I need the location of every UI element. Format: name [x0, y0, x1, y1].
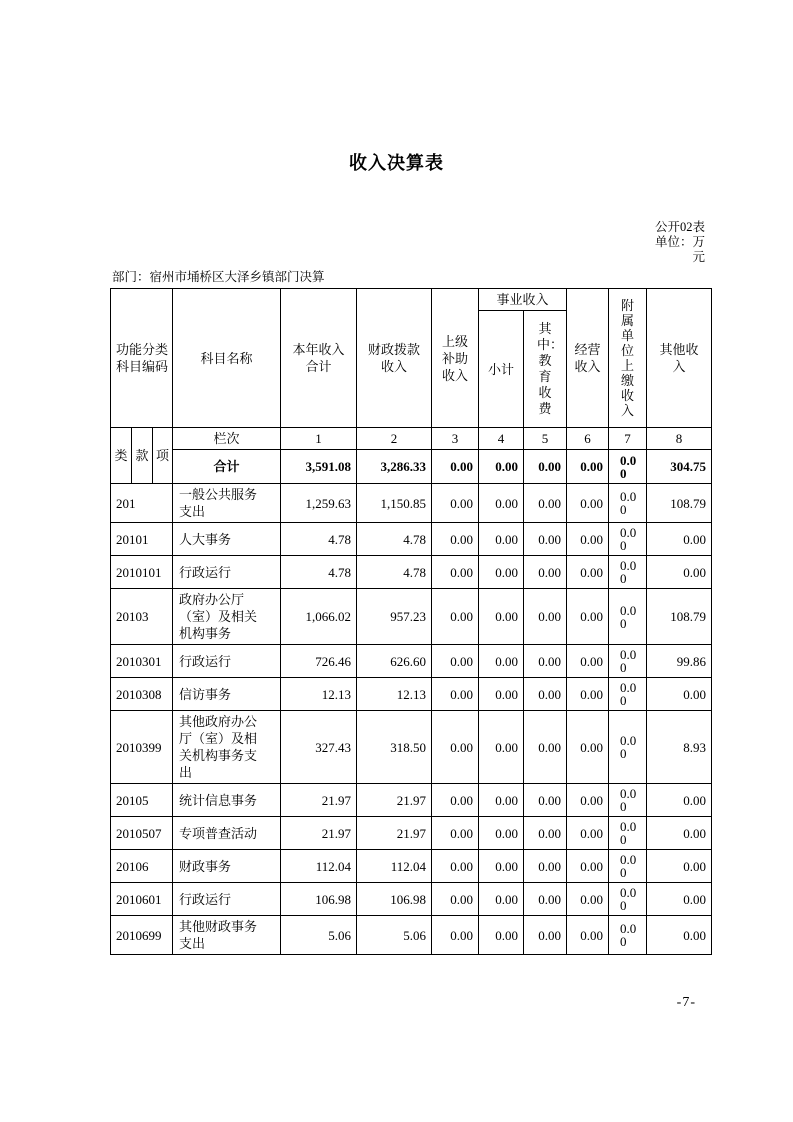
column-index-row	[111, 428, 712, 450]
table-row	[111, 484, 712, 523]
row-value: 108.79	[647, 484, 712, 523]
row-value: 0.00	[524, 678, 567, 711]
header-section: 款	[132, 428, 153, 484]
row-name: 统计信息事务	[173, 784, 281, 817]
table-row	[111, 556, 712, 589]
row-value: 0.00	[567, 523, 609, 556]
table-row	[111, 916, 712, 955]
row-code: 20105	[111, 784, 173, 817]
header-other-income-label: 其他收入	[659, 342, 699, 374]
doc-code: 公开02表	[654, 220, 705, 234]
header-annual-total-label: 本年收入合计	[292, 342, 345, 374]
row-code: 20101	[111, 523, 173, 556]
row-value: 0.00	[647, 817, 712, 850]
total-value-wrapped: 0.00	[620, 452, 637, 481]
header-operating-income-label: 经营收入	[574, 342, 601, 374]
row-value: 0.00	[524, 484, 567, 523]
total-value: 0.00	[567, 450, 609, 484]
row-value-affiliated	[609, 916, 647, 955]
row-code: 2010301	[111, 645, 173, 678]
row-value: 0.00	[567, 645, 609, 678]
row-value: 0.00	[620, 680, 637, 708]
header-annual-total	[281, 289, 357, 428]
row-value: 0.00	[620, 602, 637, 631]
row-value: 0.00	[524, 883, 567, 916]
row-name: 行政运行	[173, 645, 281, 678]
page-number: -7-	[676, 995, 696, 1010]
header-subtotal: 小计	[479, 311, 524, 428]
row-value: 0.00	[524, 916, 567, 955]
row-value: 4.78	[281, 523, 357, 556]
row-value: 0.00	[620, 885, 637, 913]
row-value: 0.00	[479, 883, 524, 916]
row-value: 0.00	[524, 817, 567, 850]
row-name: 信访事务	[173, 678, 281, 711]
header-subject-name: 科目名称	[173, 289, 281, 428]
row-value: 0.00	[479, 523, 524, 556]
row-value: 99.86	[647, 645, 712, 678]
header-affiliated-remittance	[609, 289, 647, 428]
total-row	[111, 450, 712, 484]
row-value: 0.00	[647, 784, 712, 817]
row-value: 0.00	[432, 484, 479, 523]
row-name: 政府办公厅（室）及相关机构事务	[173, 589, 281, 645]
row-value: 0.00	[432, 589, 479, 645]
row-value: 112.04	[357, 850, 432, 883]
row-value: 626.60	[357, 645, 432, 678]
row-name: 行政运行	[173, 883, 281, 916]
row-value: 4.78	[281, 556, 357, 589]
row-value: 0.00	[647, 678, 712, 711]
header-superior-subsidy	[432, 289, 479, 428]
row-value: 0.00	[432, 850, 479, 883]
column-number-4: 4	[479, 428, 524, 450]
row-value: 957.23	[357, 589, 432, 645]
row-value: 0.00	[432, 523, 479, 556]
column-number-5: 5	[524, 428, 567, 450]
row-value: 0.00	[647, 523, 712, 556]
income-table	[110, 288, 712, 955]
header-education-fee	[524, 311, 567, 428]
row-name: 专项普查活动	[173, 817, 281, 850]
row-value: 0.00	[432, 645, 479, 678]
department-line: 部门：宿州市埇桥区大泽乡镇部门决算	[112, 270, 325, 284]
header-education-fee-label: 其中：教育收费	[537, 321, 564, 416]
row-value-affiliated	[609, 850, 647, 883]
row-value: 0.00	[432, 711, 479, 784]
row-value: 0.00	[432, 556, 479, 589]
header-class: 类	[111, 428, 132, 484]
row-value: 0.00	[647, 556, 712, 589]
row-name: 行政运行	[173, 556, 281, 589]
header-superior-subsidy-label: 上级补助收入	[441, 333, 468, 383]
row-value-affiliated	[609, 556, 647, 589]
row-value: 0.00	[479, 850, 524, 883]
row-code: 2010601	[111, 883, 173, 916]
row-value: 106.98	[281, 883, 357, 916]
header-fiscal-allocation	[357, 289, 432, 428]
unit-label: 单位：万元	[654, 235, 705, 264]
row-value: 5.06	[357, 916, 432, 955]
row-value: 1,066.02	[281, 589, 357, 645]
row-value: 1,150.85	[357, 484, 432, 523]
row-code: 201	[111, 484, 173, 523]
row-code: 20103	[111, 589, 173, 645]
row-value: 327.43	[281, 711, 357, 784]
row-value: 0.00	[567, 556, 609, 589]
row-value: 0.00	[432, 883, 479, 916]
row-value: 21.97	[357, 817, 432, 850]
row-value: 0.00	[567, 850, 609, 883]
total-value: 0.00	[432, 450, 479, 484]
row-value: 21.97	[281, 817, 357, 850]
header-other-income	[647, 289, 712, 428]
row-value: 21.97	[281, 784, 357, 817]
row-name: 其他财政事务支出	[173, 916, 281, 955]
row-value: 0.00	[620, 489, 637, 517]
row-value: 0.00	[524, 850, 567, 883]
header-func-code-label: 功能分类科目编码	[115, 342, 168, 374]
total-value: 0.00	[479, 450, 524, 484]
column-number-8: 8	[647, 428, 712, 450]
row-value: 0.00	[479, 711, 524, 784]
row-value-affiliated	[609, 817, 647, 850]
row-value: 0.00	[479, 645, 524, 678]
row-name: 其他政府办公厅（室）及相关机构事务支出	[173, 711, 281, 784]
total-label: 合计	[173, 450, 281, 484]
column-number-2: 2	[357, 428, 432, 450]
column-number-6: 6	[567, 428, 609, 450]
total-value	[609, 450, 647, 484]
row-value: 0.00	[647, 850, 712, 883]
row-value: 4.78	[357, 523, 432, 556]
row-value-affiliated	[609, 589, 647, 645]
row-value: 0.00	[479, 556, 524, 589]
row-value-affiliated	[609, 883, 647, 916]
row-value-affiliated	[609, 784, 647, 817]
row-value-affiliated	[609, 678, 647, 711]
row-value: 0.00	[567, 678, 609, 711]
table-row	[111, 523, 712, 556]
row-value: 0.00	[479, 817, 524, 850]
table-row	[111, 589, 712, 645]
row-value: 5.06	[281, 916, 357, 955]
row-name: 一般公共服务支出	[173, 484, 281, 523]
column-index-label: 栏次	[173, 428, 281, 450]
row-value: 112.04	[281, 850, 357, 883]
row-value: 0.00	[567, 484, 609, 523]
table-row	[111, 850, 712, 883]
row-value: 0.00	[620, 852, 637, 880]
row-value: 0.00	[567, 883, 609, 916]
row-code: 2010308	[111, 678, 173, 711]
row-value: 0.00	[479, 484, 524, 523]
row-value: 1,259.63	[281, 484, 357, 523]
row-value: 0.00	[432, 817, 479, 850]
table-row	[111, 883, 712, 916]
row-value: 21.97	[357, 784, 432, 817]
table-row	[111, 817, 712, 850]
row-value: 726.46	[281, 645, 357, 678]
total-value: 3,286.33	[357, 450, 432, 484]
row-value: 0.00	[479, 678, 524, 711]
row-value: 0.00	[620, 819, 637, 847]
row-value: 8.93	[647, 711, 712, 784]
total-value: 0.00	[524, 450, 567, 484]
row-value: 4.78	[357, 556, 432, 589]
header-fiscal-allocation-label: 财政拨款收入	[367, 342, 420, 374]
row-code: 2010699	[111, 916, 173, 955]
total-value: 3,591.08	[281, 450, 357, 484]
doc-meta	[649, 220, 705, 265]
table-row	[111, 711, 712, 784]
row-value: 0.00	[479, 784, 524, 817]
row-value: 0.00	[567, 589, 609, 645]
row-value: 0.00	[567, 784, 609, 817]
column-number-1: 1	[281, 428, 357, 450]
table-row	[111, 678, 712, 711]
row-code: 2010399	[111, 711, 173, 784]
header-func-code	[111, 289, 173, 428]
row-name: 财政事务	[173, 850, 281, 883]
row-value: 0.00	[567, 916, 609, 955]
column-number-7: 7	[609, 428, 647, 450]
row-value: 0.00	[524, 556, 567, 589]
row-value: 12.13	[357, 678, 432, 711]
row-code: 2010101	[111, 556, 173, 589]
total-value: 304.75	[647, 450, 712, 484]
header-row-top	[111, 289, 712, 311]
row-value-affiliated	[609, 523, 647, 556]
header-business-income: 事业收入	[479, 289, 567, 311]
row-value-affiliated	[609, 484, 647, 523]
row-value: 0.00	[524, 523, 567, 556]
row-value: 0.00	[432, 678, 479, 711]
row-value: 0.00	[620, 921, 637, 949]
row-value: 0.00	[647, 916, 712, 955]
table-body	[111, 484, 712, 955]
header-item: 项	[153, 428, 173, 484]
row-value: 0.00	[620, 786, 637, 814]
row-value: 0.00	[620, 647, 637, 675]
row-value: 0.00	[620, 525, 637, 553]
table-header	[111, 289, 712, 484]
row-value: 0.00	[567, 817, 609, 850]
row-value: 0.00	[479, 589, 524, 645]
row-value: 0.00	[567, 711, 609, 784]
row-value: 0.00	[524, 645, 567, 678]
row-value: 0.00	[432, 916, 479, 955]
header-operating-income	[567, 289, 609, 428]
row-value: 12.13	[281, 678, 357, 711]
row-value-affiliated	[609, 645, 647, 678]
table-row	[111, 784, 712, 817]
row-value: 0.00	[432, 784, 479, 817]
row-value: 0.00	[524, 784, 567, 817]
row-value: 0.00	[620, 558, 637, 586]
row-value: 0.00	[524, 711, 567, 784]
row-value: 108.79	[647, 589, 712, 645]
row-value: 0.00	[479, 916, 524, 955]
column-number-3: 3	[432, 428, 479, 450]
row-value: 106.98	[357, 883, 432, 916]
row-value: 0.00	[647, 883, 712, 916]
row-code: 20106	[111, 850, 173, 883]
row-value: 0.00	[620, 733, 637, 761]
header-affiliated-remittance-label: 附属单位上缴收入	[621, 297, 635, 418]
page-title: 收入决算表	[349, 153, 444, 173]
row-code: 2010507	[111, 817, 173, 850]
row-value: 318.50	[357, 711, 432, 784]
row-value-affiliated	[609, 711, 647, 784]
row-value: 0.00	[524, 589, 567, 645]
table-row	[111, 645, 712, 678]
row-name: 人大事务	[173, 523, 281, 556]
